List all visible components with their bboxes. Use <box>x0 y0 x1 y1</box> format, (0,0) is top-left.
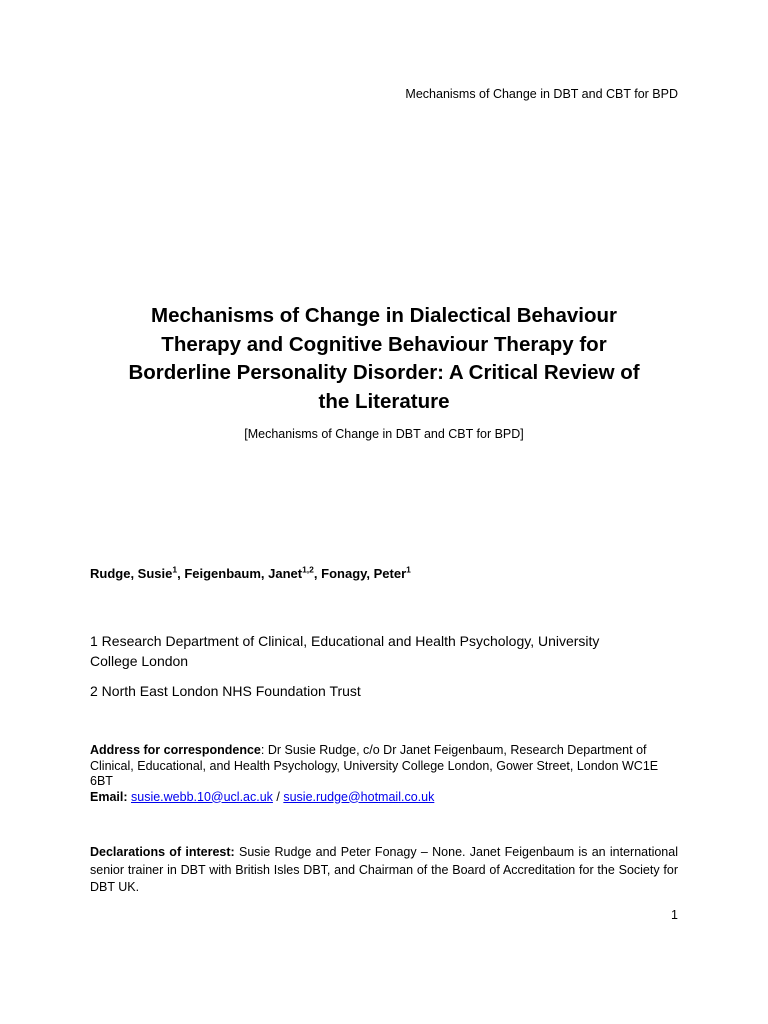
title-line-4: the Literature <box>318 389 450 413</box>
title-line-2: Therapy and Cognitive Behaviour Therapy for <box>161 332 607 356</box>
page-number: 1 <box>671 908 678 922</box>
author-list <box>90 565 678 583</box>
correspondence-label: Address for correspondence <box>90 743 261 757</box>
title-line-3: Borderline Personality Disorder: A Critical Review of <box>128 361 640 384</box>
author-affiliation-marker: 1,2 <box>302 564 314 575</box>
email-separator: / <box>272 789 284 804</box>
paper-title <box>90 302 678 416</box>
author-affiliation-marker: 1 <box>172 564 178 575</box>
author-name: Fonagy, Peter <box>321 566 407 581</box>
affiliation-1: 1 Research Department of Clinical, Educational and Health Psychology, University College London <box>90 633 600 669</box>
author-name: Feigenbaum, Janet <box>184 566 303 581</box>
affiliation-2: 2 North East London NHS Foundation Trust <box>90 683 361 699</box>
declarations-of-interest <box>90 844 678 897</box>
author-affiliation-marker: 1 <box>406 564 411 575</box>
declarations-label: Declarations of interest: <box>90 845 235 859</box>
author-name: Rudge, Susie <box>90 566 173 581</box>
declarations-text: Susie Rudge and Peter Fonagy – None. Janet Feigenbaum is an international senior trainer in DBT with British Isles DBT, and Chairman of the Board of Accreditation for the Society for DBT UK. <box>90 845 678 894</box>
title-line-1: Mechanisms of Change in Dialectical Behaviour <box>151 304 617 327</box>
author-separator: , <box>177 566 185 581</box>
email-link-hotmail[interactable]: susie.rudge@hotmail.co.uk <box>283 789 435 804</box>
author-separator: , <box>313 566 322 581</box>
correspondence-address: : Dr Susie Rudge, c/o Dr Janet Feigenbaum, Research Department of Clinical, Educational, and Health Psychology, University College London, Gower Street, London WC1E 6BT <box>90 743 659 788</box>
email-label: Email: <box>90 789 128 804</box>
running-head: Mechanisms of Change in DBT and CBT for BPD <box>405 87 678 101</box>
correspondence-block <box>90 743 678 805</box>
email-link-ucl[interactable]: susie.webb.10@ucl.ac.uk <box>131 789 273 804</box>
short-title: [Mechanisms of Change in DBT and CBT for BPD] <box>244 427 524 441</box>
